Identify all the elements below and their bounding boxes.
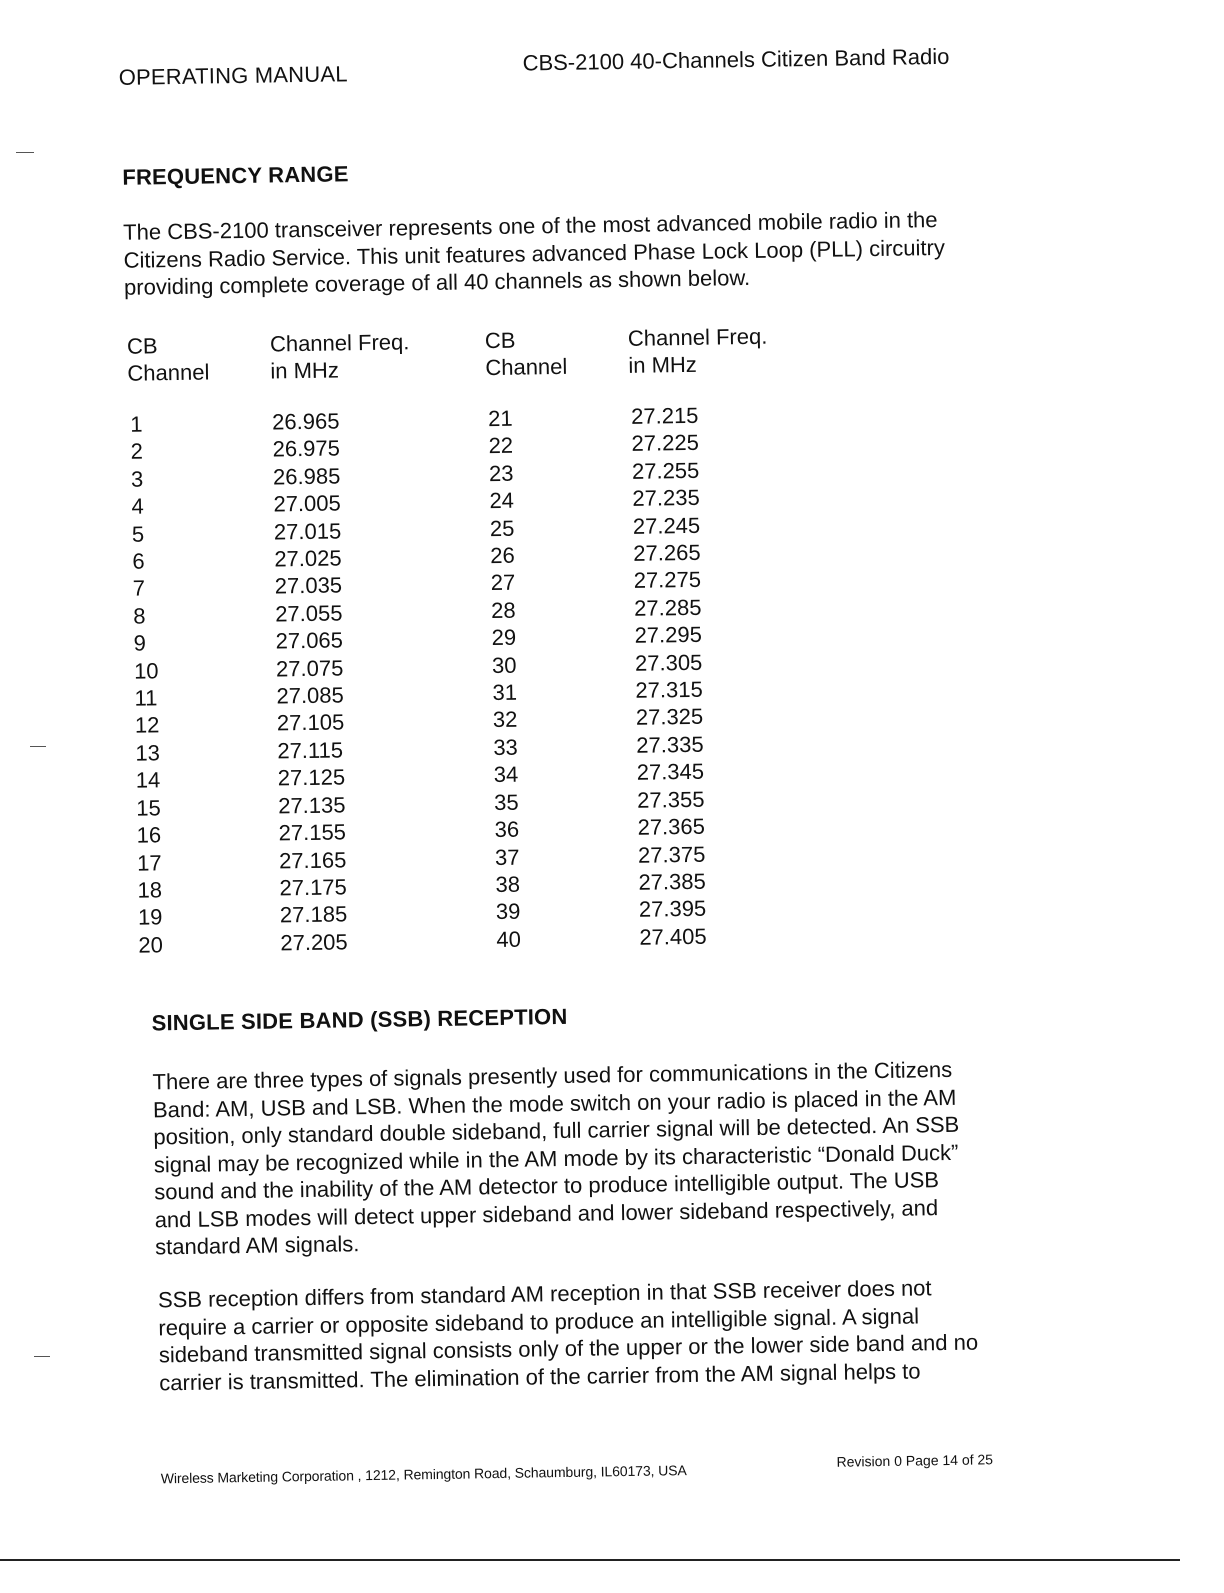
channel-number: 40 <box>496 926 522 952</box>
channel-number: 28 <box>490 597 516 623</box>
channel-number: 29 <box>491 624 517 651</box>
channel-number: 35 <box>493 789 519 815</box>
channel-frequency: 27.075 <box>275 655 344 682</box>
header-cb: CB <box>126 333 158 359</box>
channel-frequency: 27.025 <box>274 545 342 572</box>
channel-number: 22 <box>488 433 514 459</box>
channel-number: 21 <box>487 405 513 432</box>
channel-frequency: 27.355 <box>636 786 705 813</box>
channel-number: 20 <box>138 931 164 958</box>
channel-frequency: 27.275 <box>633 567 702 594</box>
scan-margin-mark <box>34 1356 50 1357</box>
channel-frequency: 27.175 <box>279 874 347 901</box>
channel-number: 11 <box>134 685 158 711</box>
channel-frequency: 27.005 <box>273 490 341 517</box>
paragraph-line: carrier is transmitted. The elimination of the carrier from the AM signal helps to <box>159 1357 921 1395</box>
header-channel-freq: Channel Freq. <box>627 323 768 351</box>
left-channel-column <box>130 410 163 958</box>
frequency-range-paragraph <box>123 206 946 301</box>
channel-number: 39 <box>495 898 521 925</box>
channel-number: 18 <box>137 877 163 903</box>
channel-frequency: 27.395 <box>638 896 707 923</box>
channel-number: 30 <box>491 652 517 678</box>
header-cb-channel-left <box>127 331 210 386</box>
channel-frequency: 27.155 <box>278 819 347 846</box>
right-channel-column <box>488 405 521 953</box>
paragraph-line: Band: AM, USB and LSB. When the mode switch on your radio is placed in the AM <box>152 1084 957 1122</box>
channel-frequency: 27.305 <box>634 649 703 676</box>
paragraph-line: require a carrier or opposite sideband to produce an intelligible signal. A signal <box>158 1302 920 1340</box>
ssb-paragraph-1 <box>152 1056 961 1261</box>
header-product-title: CBS-2100 40-Channels Citizen Band Radio <box>522 43 950 76</box>
channel-frequency: 27.205 <box>280 929 348 956</box>
channel-number: 15 <box>136 794 161 821</box>
paragraph-line: position, only standard double sideband, full carrier signal will be detected. An SSB <box>153 1111 960 1150</box>
paragraph-line: standard AM signals. <box>154 1231 360 1260</box>
header-freq-left <box>270 328 410 384</box>
header-freq-right <box>628 323 768 379</box>
channel-number: 32 <box>492 707 518 733</box>
footer-revision-page: Revision 0 Page 14 of 25 <box>836 1451 994 1470</box>
header-in-mhz: in MHz <box>270 357 340 384</box>
channel-frequency: 27.085 <box>276 682 344 709</box>
channel-frequency: 27.385 <box>638 868 706 895</box>
channel-frequency: 27.265 <box>633 539 701 566</box>
channel-frequency: 27.245 <box>632 512 701 539</box>
channel-frequency: 27.375 <box>637 841 706 868</box>
channel-frequency: 26.965 <box>271 408 340 435</box>
header-cb: CB <box>484 327 516 354</box>
scan-margin-mark <box>30 746 46 747</box>
channel-number: 33 <box>493 734 519 760</box>
channel-frequency: 27.335 <box>636 731 704 758</box>
channel-number: 2 <box>130 438 144 465</box>
footer-company-address: Wireless Marketing Corporation , 1212, Remington Road, Schaumburg, IL60173, USA <box>160 1462 687 1487</box>
frequency-range-heading: FREQUENCY RANGE <box>122 161 349 190</box>
right-frequency-column <box>631 402 707 951</box>
header-cb-channel-right <box>485 326 568 381</box>
header-channel-freq: Channel Freq. <box>269 329 410 357</box>
channel-frequency: 27.035 <box>274 572 343 599</box>
channel-frequency: 27.225 <box>631 430 700 457</box>
channel-number: 10 <box>133 657 159 684</box>
channel-frequency: 27.125 <box>277 764 346 791</box>
channel-number: 3 <box>130 466 144 492</box>
channel-number: 23 <box>488 460 514 486</box>
channel-frequency: 26.975 <box>272 435 341 462</box>
channel-frequency: 27.165 <box>278 846 347 873</box>
channel-number: 31 <box>492 679 518 706</box>
scan-margin-mark <box>16 152 34 153</box>
channel-number: 38 <box>495 871 521 897</box>
channel-number: 13 <box>135 740 161 766</box>
channel-number: 7 <box>132 575 146 602</box>
channel-frequency: 27.325 <box>635 704 704 731</box>
channel-frequency: 27.295 <box>634 622 703 649</box>
header-in-mhz: in MHz <box>628 351 697 378</box>
channel-number: 1 <box>130 411 143 437</box>
channel-number: 5 <box>131 521 145 547</box>
channel-frequency: 27.105 <box>276 709 345 736</box>
channel-number: 17 <box>136 849 162 876</box>
paragraph-line: signal may be recognized while in the AM mode by its characteristic “Donald Duck” <box>153 1139 959 1177</box>
channel-frequency: 27.185 <box>279 901 348 928</box>
channel-number: 19 <box>137 904 163 930</box>
channel-frequency: 26.985 <box>272 463 341 490</box>
left-frequency-column <box>272 407 348 956</box>
paragraph-line: The CBS-2100 transceiver represents one of the most advanced mobile radio in the <box>122 207 938 245</box>
channel-frequency: 27.015 <box>273 518 342 545</box>
channel-frequency: 27.055 <box>275 600 343 627</box>
channel-frequency: 27.065 <box>275 627 344 654</box>
channel-frequency: 27.365 <box>637 813 706 840</box>
channel-number: 14 <box>135 767 161 793</box>
channel-frequency: 27.235 <box>632 484 700 512</box>
channel-frequency: 27.135 <box>278 792 346 819</box>
channel-number: 4 <box>131 493 144 519</box>
ssb-paragraph-2 <box>158 1274 979 1397</box>
channel-number: 26 <box>490 542 515 569</box>
paragraph-line: Citizens Radio Service. This unit features advanced Phase Lock Loop (PLL) circuitry <box>123 234 946 273</box>
channel-frequency: 27.405 <box>639 923 707 950</box>
channel-number: 25 <box>489 515 515 541</box>
header-channel: Channel <box>485 353 568 381</box>
channel-number: 8 <box>133 603 146 629</box>
channel-number: 16 <box>136 822 162 848</box>
paragraph-line: sound and the inability of the AM detector to produce intelligible output. The USB <box>154 1167 940 1205</box>
channel-frequency: 27.115 <box>277 737 344 764</box>
paragraph-line: SSB reception differs from standard AM reception in that SSB receiver does not <box>157 1275 932 1313</box>
channel-number: 24 <box>489 487 515 514</box>
bottom-rule <box>0 1559 1180 1561</box>
header-manual-title: OPERATING MANUAL <box>118 61 348 90</box>
channel-frequency: 27.215 <box>630 402 699 429</box>
paragraph-line: and LSB modes will detect upper sideband and lower sideband respectively, and <box>154 1194 939 1232</box>
channel-number: 27 <box>490 570 516 596</box>
channel-number: 36 <box>494 816 520 843</box>
paragraph-line: sideband transmitted signal consists only of the upper or the lower side band and no <box>158 1329 979 1368</box>
channel-frequency: 27.345 <box>636 759 705 786</box>
channel-frequency: 27.315 <box>635 676 703 703</box>
paragraph-line: There are three types of signals presently used for communications in the Citizens <box>152 1056 953 1095</box>
ssb-reception-heading: SINGLE SIDE BAND (SSB) RECEPTION <box>151 1003 568 1036</box>
channel-frequency: 27.255 <box>631 457 700 484</box>
channel-frequency: 27.285 <box>633 594 702 621</box>
paragraph-line: providing complete coverage of all 40 channels as shown below. <box>123 264 751 300</box>
channel-number: 34 <box>493 761 519 788</box>
channel-number: 12 <box>134 712 160 739</box>
header-channel: Channel <box>127 359 210 386</box>
channel-number: 37 <box>494 844 520 870</box>
channel-number: 9 <box>133 630 147 656</box>
channel-number: 6 <box>132 548 145 574</box>
